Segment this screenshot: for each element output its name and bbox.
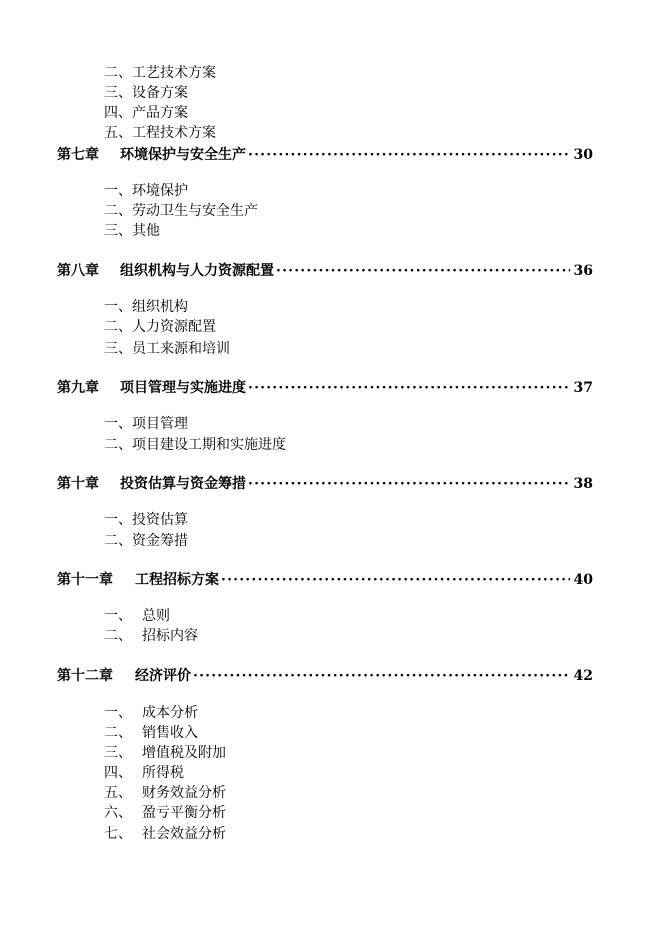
- subitem-number: 二、: [104, 319, 132, 335]
- chapter-label: 第七章: [57, 147, 99, 163]
- subitem-text: 设备方案: [132, 85, 188, 101]
- toc-subitem[interactable]: [104, 804, 226, 822]
- chapter-title: 经济评价: [135, 668, 191, 684]
- dot-leader: [248, 475, 570, 493]
- dot-leader: [221, 571, 570, 589]
- toc-subitem[interactable]: [104, 104, 188, 122]
- dot-leader: [193, 667, 570, 685]
- page-number: 38: [573, 476, 593, 492]
- page-number: 30: [573, 147, 593, 163]
- toc-subitem[interactable]: [104, 222, 160, 240]
- toc-chapter-8[interactable]: [57, 262, 593, 280]
- toc-chapter-12[interactable]: [57, 667, 593, 685]
- subitem-text: 工艺技术方案: [132, 65, 216, 81]
- subitem-text: 组织机构: [132, 299, 188, 315]
- dot-leader: [248, 146, 570, 164]
- subitem-number: 六、: [104, 805, 132, 821]
- chapter-label: 第十二章: [57, 668, 113, 684]
- toc-subitem[interactable]: [104, 340, 230, 358]
- toc-subitem[interactable]: [104, 84, 188, 102]
- subitem-number: 一、: [104, 299, 132, 315]
- toc-subitem[interactable]: [104, 627, 198, 645]
- page-number: 42: [573, 668, 593, 684]
- subitem-number: 三、: [104, 745, 132, 761]
- subitem-text: 项目建设工期和实施进度: [132, 437, 286, 453]
- chapter-label: 第八章: [57, 263, 99, 279]
- toc-chapter-9[interactable]: [57, 379, 593, 397]
- chapter-title: 投资估算与资金筹措: [120, 476, 246, 492]
- toc-subitem[interactable]: [104, 607, 170, 625]
- chapter-title: 项目管理与实施进度: [120, 380, 246, 396]
- toc-subitem[interactable]: [104, 415, 188, 433]
- dot-leader: [276, 262, 570, 280]
- subitem-number: 三、: [104, 341, 132, 357]
- subitem-text: 投资估算: [132, 512, 188, 528]
- toc-subitem[interactable]: [104, 825, 226, 843]
- chapter-title: 工程招标方案: [135, 572, 219, 588]
- subitem-number: 一、: [104, 183, 132, 199]
- subitem-number: 四、: [104, 765, 132, 781]
- toc-subitem[interactable]: [104, 182, 188, 200]
- subitem-text: 总则: [142, 608, 170, 624]
- chapter-label: 第十一章: [57, 572, 113, 588]
- subitem-number: 二、: [104, 65, 132, 81]
- subitem-text: 工程技术方案: [132, 125, 216, 141]
- toc-subitem[interactable]: [104, 724, 198, 742]
- toc-subitem[interactable]: [104, 64, 216, 82]
- subitem-text: 员工来源和培训: [132, 341, 230, 357]
- subitem-text: 所得税: [142, 765, 184, 781]
- subitem-number: 五、: [104, 785, 132, 801]
- subitem-text: 其他: [132, 223, 160, 239]
- subitem-text: 社会效益分析: [142, 826, 226, 842]
- subitem-text: 成本分析: [142, 705, 198, 721]
- subitem-number: 三、: [104, 85, 132, 101]
- page-number: 36: [573, 263, 593, 279]
- subitem-text: 盈亏平衡分析: [142, 805, 226, 821]
- subitem-number: 二、: [104, 203, 132, 219]
- subitem-number: 五、: [104, 125, 132, 141]
- toc-subitem[interactable]: [104, 704, 198, 722]
- page-number: 40: [573, 572, 593, 588]
- toc-subitem[interactable]: [104, 532, 188, 550]
- page-number: 37: [573, 380, 593, 396]
- toc-subitem[interactable]: [104, 744, 226, 762]
- subitem-number: 一、: [104, 512, 132, 528]
- subitem-text: 项目管理: [132, 416, 188, 432]
- subitem-text: 招标内容: [142, 628, 198, 644]
- toc-subitem[interactable]: [104, 298, 188, 316]
- chapter-label: 第十章: [57, 476, 99, 492]
- subitem-number: 三、: [104, 223, 132, 239]
- toc-subitem[interactable]: [104, 202, 258, 220]
- subitem-text: 资金筹措: [132, 533, 188, 549]
- subitem-number: 二、: [104, 725, 132, 741]
- subitem-number: 二、: [104, 437, 132, 453]
- subitem-text: 环境保护: [132, 183, 188, 199]
- subitem-number: 二、: [104, 533, 132, 549]
- chapter-title: 环境保护与安全生产: [120, 147, 246, 163]
- toc-subitem[interactable]: [104, 511, 188, 529]
- toc-subitem[interactable]: [104, 784, 226, 802]
- toc-subitem[interactable]: [104, 124, 216, 142]
- subitem-text: 财务效益分析: [142, 785, 226, 801]
- subitem-text: 人力资源配置: [132, 319, 216, 335]
- dot-leader: [248, 379, 570, 397]
- toc-subitem[interactable]: [104, 436, 286, 454]
- toc-chapter-11[interactable]: [57, 571, 593, 589]
- subitem-text: 产品方案: [132, 105, 188, 121]
- subitem-number: 一、: [104, 608, 132, 624]
- subitem-number: 四、: [104, 105, 132, 121]
- subitem-text: 销售收入: [142, 725, 198, 741]
- subitem-text: 劳动卫生与安全生产: [132, 203, 258, 219]
- chapter-title: 组织机构与人力资源配置: [120, 263, 274, 279]
- toc-chapter-7[interactable]: [57, 146, 593, 164]
- toc-subitem[interactable]: [104, 318, 216, 336]
- chapter-label: 第九章: [57, 380, 99, 396]
- subitem-text: 增值税及附加: [142, 745, 226, 761]
- subitem-number: 二、: [104, 628, 132, 644]
- toc-chapter-10[interactable]: [57, 475, 593, 493]
- subitem-number: 一、: [104, 416, 132, 432]
- subitem-number: 一、: [104, 705, 132, 721]
- subitem-number: 七、: [104, 826, 132, 842]
- toc-subitem[interactable]: [104, 764, 184, 782]
